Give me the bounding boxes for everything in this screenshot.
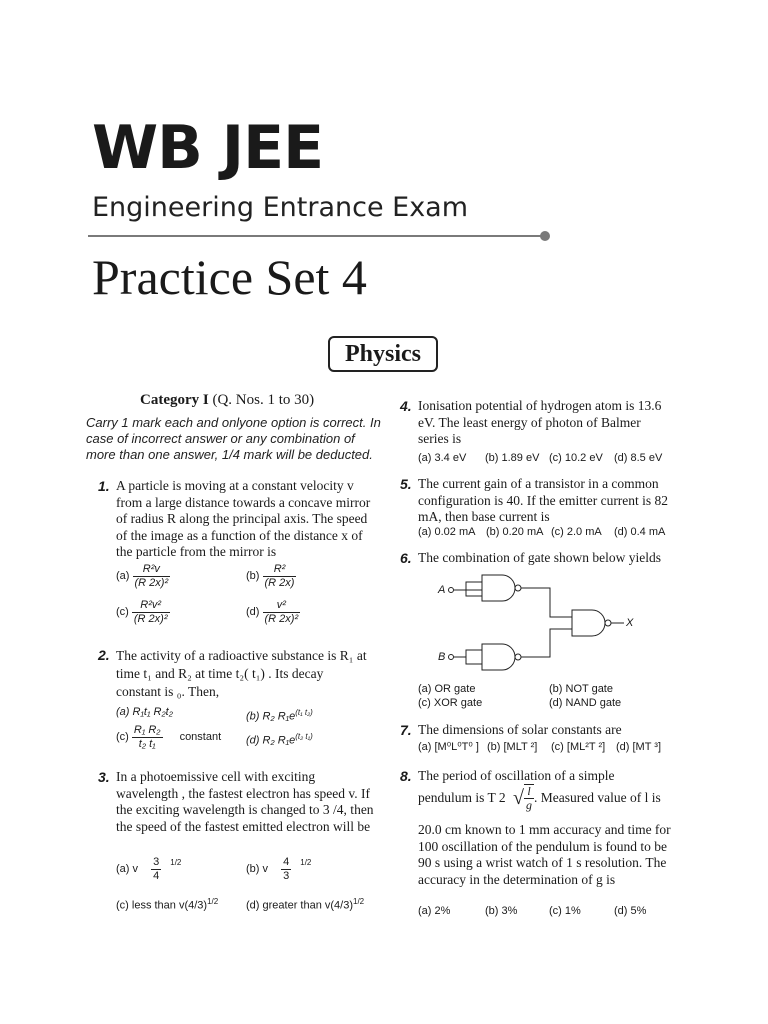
category-heading — [140, 392, 314, 409]
option-text: (c) less than v(4/3) — [116, 899, 208, 912]
question-2-line-3: constant is ₀. Then, — [116, 684, 220, 699]
nand-gate-3-bubble — [605, 620, 611, 626]
question-3-text: In a photoemissive cell with exciting wavelength , the fastest electron has speed v. If the exciting wavelength is changed to 3 /4, then the speed of the fastest emitted electron will be — [116, 769, 374, 834]
question-4-option-b: (b) 1.89 eV — [485, 452, 540, 464]
question-3-option-c — [116, 895, 218, 913]
option-exponent: (t₂ t₁) — [295, 732, 313, 741]
nand-gate-3 — [572, 610, 605, 636]
category-range: (Q. Nos. 1 to 30) — [212, 392, 315, 408]
input-b-terminal — [449, 655, 454, 660]
option-fraction — [263, 563, 297, 590]
question-1-number: 1. — [98, 478, 110, 494]
question-8-text: 20.0 cm known to 1 mm accuracy and time for 100 oscillation of the pendulum is found to be 90 s using a wrist watch of 1 s resolution. The accuracy in the determination of g is — [418, 822, 671, 887]
gate-label-a: A — [438, 584, 446, 596]
option-fraction — [281, 856, 291, 883]
question-8-number: 8. — [400, 768, 412, 784]
question-6-option-c: (c) XOR gate — [418, 697, 483, 709]
subject-box — [328, 336, 438, 372]
option-exponent: 1/2 — [300, 858, 312, 867]
nand-gate-2 — [482, 644, 515, 670]
question-4-option-a: (a) 3.4 eV — [418, 452, 467, 464]
question-6-option-b: (b) NOT gate — [549, 683, 613, 695]
wire — [521, 588, 572, 617]
option-text: (b) R₂ R₁e — [246, 710, 296, 723]
option-label: (b) — [246, 570, 260, 582]
frac-den: (R 2x)² — [134, 577, 169, 589]
question-5-option-b: (b) 0.20 mA — [486, 526, 544, 538]
gate-label-x: X — [626, 617, 634, 629]
question-6-number: 6. — [400, 550, 412, 566]
option-text: (d) greater than v(4/3) — [246, 899, 353, 912]
frac-den: 3 — [283, 870, 290, 882]
question-1-option-b — [246, 563, 296, 590]
header-rule — [88, 235, 542, 237]
question-7-number: 7. — [400, 722, 412, 738]
option-label: (c) — [116, 606, 129, 618]
frac-den: g — [526, 798, 532, 812]
question-7-option-c: (c) [ML²T ²] — [551, 741, 606, 753]
option-fraction — [132, 724, 163, 751]
question-1-option-d — [246, 599, 300, 626]
question-7-text: The dimensions of solar constants are — [418, 722, 622, 737]
frac-num: v² — [263, 599, 301, 613]
option-tail: constant — [179, 731, 222, 743]
question-7-option-a: (a) [M⁰L⁰T⁰ ] — [418, 741, 479, 753]
question-1-option-a — [116, 563, 170, 590]
question-2-text — [116, 647, 386, 701]
question-5-option-d: (d) 0.4 mA — [614, 526, 666, 538]
option-label: (b) v — [246, 863, 268, 875]
question-5-option-a: (a) 0.02 mA — [418, 526, 476, 538]
question-5-option-c: (c) 2.0 mA — [551, 526, 602, 538]
question-1-text: A particle is moving at a constant velocity v from a large distance towards a concave mirror of radius R along the principal axis. The speed of the image as a function of the distance x of the particle from the mirror is — [116, 478, 371, 559]
logic-gate-diagram — [432, 570, 642, 680]
nand-gate-2-bubble — [515, 654, 521, 660]
question-8-option-a: (a) 2% — [418, 905, 451, 917]
wire — [466, 657, 482, 664]
question-6-text: The combination of gate shown below yields — [418, 550, 661, 565]
option-label: (a) v — [116, 863, 138, 875]
question-8-option-c: (c) 1% — [549, 905, 581, 917]
frac-num: R²v — [133, 563, 171, 577]
nand-gate-1 — [482, 575, 515, 601]
subject-label: Physics — [344, 341, 421, 367]
category-instructions: Carry 1 mark each and onlyone option is correct. In case of incorrect answer or any combination of more than one answer, 1/4 mark will be deducted. — [86, 415, 381, 462]
option-exponent: 1/2 — [207, 897, 219, 906]
header-rule-dot — [540, 231, 550, 241]
question-8-line-2 — [418, 784, 688, 812]
question-6-option-d: (d) NAND gate — [549, 697, 622, 709]
formula-fraction — [524, 784, 534, 812]
frac-num: 3 — [153, 856, 160, 868]
input-a-terminal — [449, 588, 454, 593]
frac-num: l — [524, 785, 534, 799]
question-2-option-a: (a) R₁t₁ R₂t₂ — [116, 706, 173, 718]
frac-den: (R 2x)² — [133, 613, 168, 625]
option-fraction — [133, 563, 171, 590]
question-5-text: The current gain of a transistor in a common configuration is 40. If the emitter current is 82 mA, then base current is — [418, 476, 669, 524]
question-7-option-d: (d) [MT ³] — [616, 741, 662, 753]
question-5-number: 5. — [400, 476, 412, 492]
question-8-line-1: The period of oscillation of a simple — [418, 768, 615, 783]
question-4-option-c: (c) 10.2 eV — [549, 452, 603, 464]
formula-suffix: . Measured value of l is — [534, 789, 661, 805]
wire — [466, 582, 482, 590]
question-6-option-a: (a) OR gate — [418, 683, 476, 695]
wire — [521, 629, 572, 657]
question-4-option-d: (d) 8.5 eV — [614, 452, 663, 464]
formula-prefix: pendulum is T 2 — [418, 789, 506, 805]
question-2-number: 2. — [98, 647, 110, 663]
option-label: (a) — [116, 570, 130, 582]
frac-den: 4 — [153, 870, 160, 882]
question-2-line-2: time t₁ and R₂ at time t₂( t₁) . Its decay — [116, 666, 324, 681]
option-fraction — [151, 856, 161, 883]
question-2-option-c — [116, 724, 221, 751]
option-label: (d) — [246, 606, 260, 618]
frac-num: R² — [263, 563, 297, 577]
question-3-option-d — [246, 895, 364, 913]
question-3-number: 3. — [98, 769, 110, 785]
question-2-line-1: The activity of a radioactive substance is R₁ at — [116, 648, 367, 663]
question-3-option-b — [246, 856, 311, 883]
category-label: Category I — [140, 392, 209, 408]
wire — [466, 590, 482, 596]
question-7-option-b: (b) [MLT ²] — [487, 741, 538, 753]
frac-den: (R 2x)² — [264, 613, 299, 625]
gate-label-b: B — [438, 651, 446, 663]
practice-set-title: Practice Set 4 — [92, 249, 367, 305]
question-2-option-d — [246, 730, 313, 748]
option-exponent: 1/2 — [353, 897, 365, 906]
question-3-option-a — [116, 856, 181, 883]
option-text: (d) R₂ R₁e — [246, 734, 296, 747]
sqrt-symbol: √ — [513, 786, 524, 809]
question-8-option-b: (b) 3% — [485, 905, 518, 917]
brand-title: WB JEE — [92, 113, 324, 183]
frac-den: t₂ t₁ — [138, 738, 156, 750]
frac-num: 4 — [283, 856, 290, 868]
exam-subtitle: Engineering Entrance Exam — [92, 192, 469, 223]
question-2-option-b — [246, 706, 313, 724]
option-exponent: 1/2 — [170, 858, 182, 867]
question-8-option-d: (d) 5% — [614, 905, 647, 917]
option-fraction — [132, 599, 170, 626]
question-4-number: 4. — [400, 398, 412, 414]
question-1-option-c — [116, 599, 170, 626]
option-fraction — [263, 599, 301, 626]
nand-gate-1-bubble — [515, 585, 521, 591]
frac-num: R₁ R₂ — [133, 724, 161, 736]
frac-num: R²v² — [132, 599, 170, 613]
wire — [454, 650, 482, 657]
frac-den: (R 2x) — [264, 577, 295, 589]
question-4-text: Ionisation potential of hydrogen atom is 13.6 eV. The least energy of photon of Balmer series is — [418, 398, 662, 446]
option-exponent: (t₁ t₂) — [295, 708, 313, 717]
option-label: (c) — [116, 731, 129, 743]
